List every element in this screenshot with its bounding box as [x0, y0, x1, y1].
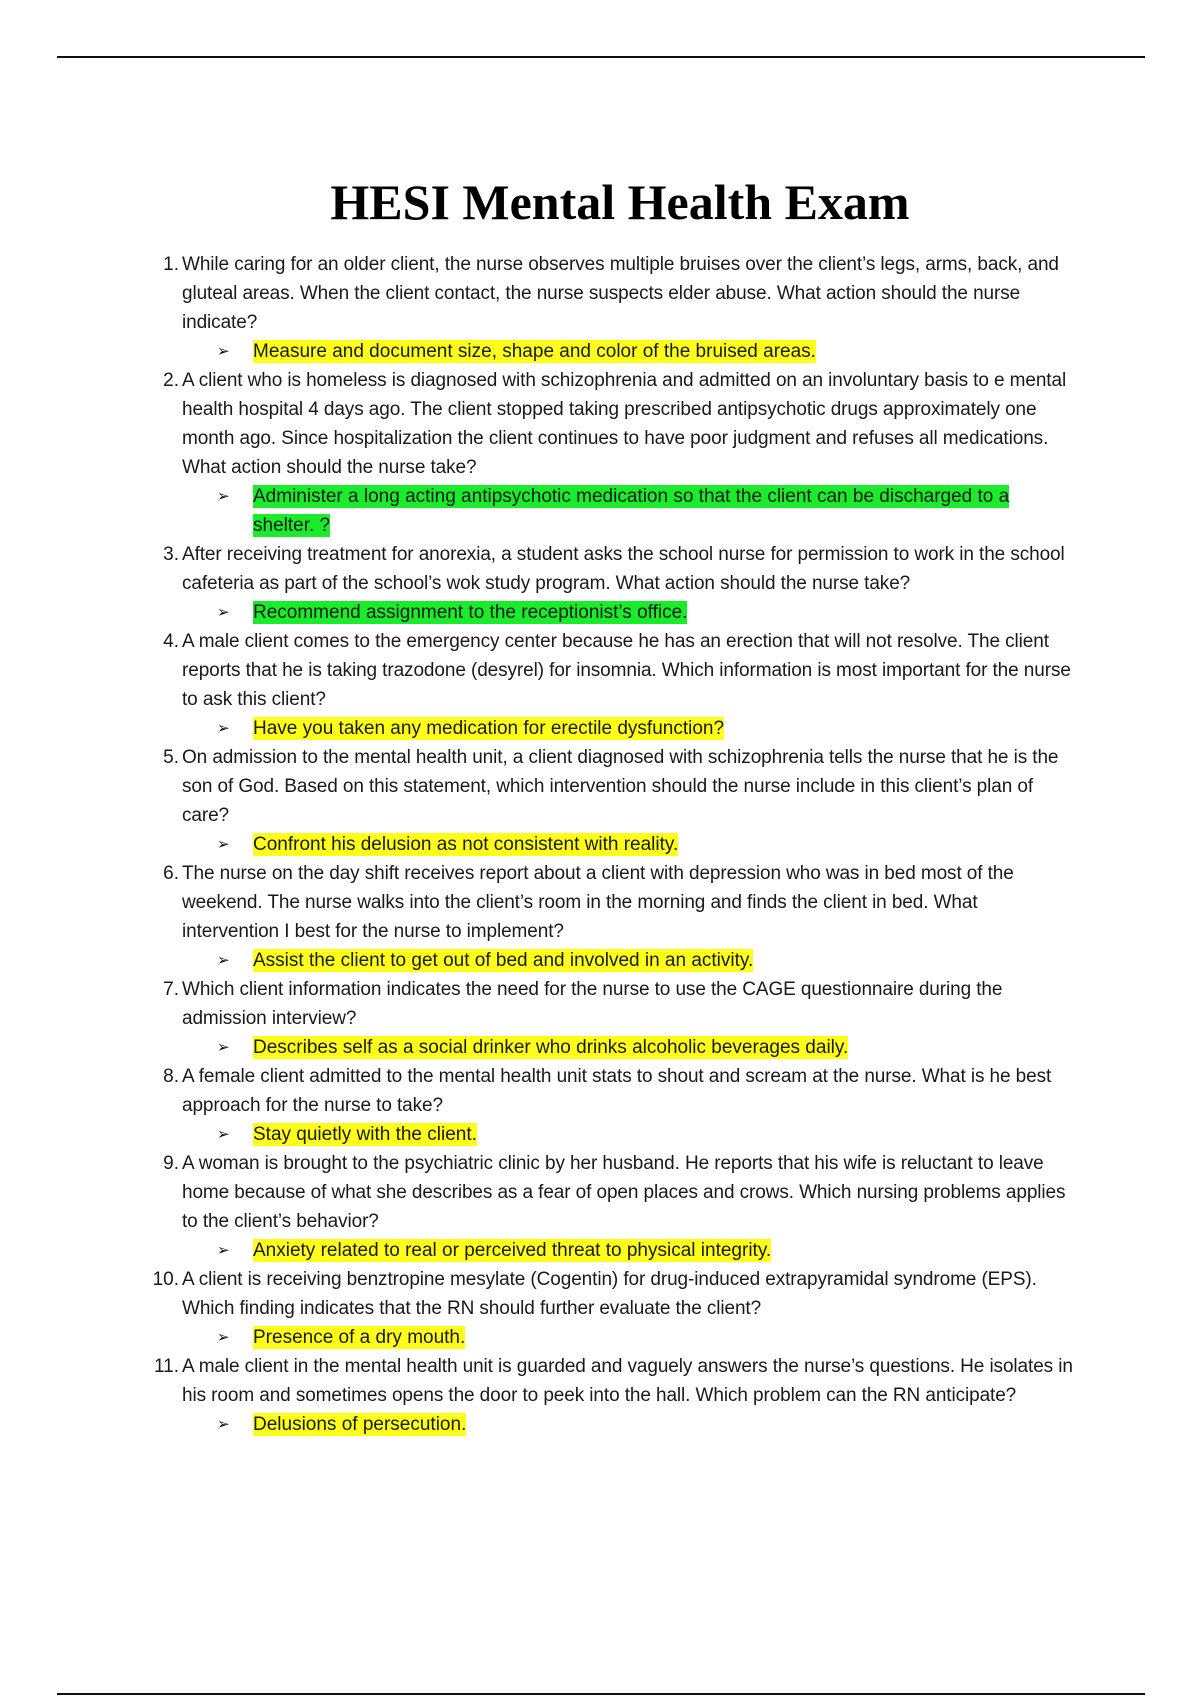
question-text: After receiving treatment for anorexia, a student asks the school nurse for permission to work in the school cafeteria as part of the school’s wok study program. What action should the nurse take?: [182, 544, 1065, 594]
answer-line: [217, 1236, 1075, 1265]
answer-line: [217, 1033, 1075, 1062]
question-number: 7.: [163, 979, 179, 1000]
highlighted-answer: Confront his delusion as not consistent with reality.: [253, 834, 679, 855]
arrow-bullet-icon: ➢: [217, 1039, 230, 1056]
question-number: 10.: [152, 1269, 179, 1290]
question-number: 2.: [163, 370, 179, 391]
highlighted-answer: Stay quietly with the client.: [253, 1124, 477, 1145]
question-text: A male client comes to the emergency center because he has an erection that will not resolve. The client reports that he is taking trazodone (desyrel) for insomnia. Which information is most important for the nurse to ask this client?: [182, 631, 1071, 710]
question-text: A client is receiving benztropine mesylate (Cogentin) for drug-induced extrapyramidal syndrome (EPS). Which finding indicates that the RN should further evaluate the client?: [182, 1269, 1037, 1319]
question-item: [145, 1352, 1075, 1439]
question-item: [145, 540, 1075, 627]
question-number: 6.: [163, 863, 179, 884]
answer-line: [217, 1410, 1075, 1439]
question-text: A male client in the mental health unit is guarded and vaguely answers the nurse’s questions. He isolates in his room and sometimes opens the door to peek into the hall. Which problem can the RN anticipate?: [182, 1356, 1073, 1406]
question-item: [145, 743, 1075, 859]
arrow-bullet-icon: ➢: [217, 1126, 230, 1143]
question-item: [145, 1265, 1075, 1352]
question-text: A female client admitted to the mental health unit stats to shout and scream at the nurse. What is he best approach for the nurse to take?: [182, 1066, 1052, 1116]
highlighted-answer: Assist the client to get out of bed and involved in an activity.: [253, 950, 754, 971]
arrow-bullet-icon: ➢: [217, 1329, 230, 1346]
highlighted-answer: Have you taken any medication for erectile dysfunction?: [253, 718, 725, 739]
highlighted-answer: Describes self as a social drinker who drinks alcoholic beverages daily.: [253, 1037, 849, 1058]
arrow-bullet-icon: ➢: [217, 836, 230, 853]
arrow-bullet-icon: ➢: [217, 720, 230, 737]
answer-line: [217, 482, 1075, 540]
question-text: A woman is brought to the psychiatric clinic by her husband. He reports that his wife is reluctant to leave home because of what she describes as a fear of open places and crows. Which nursing problems applies to the client’s behavior?: [182, 1153, 1066, 1232]
highlighted-answer: Presence of a dry mouth.: [253, 1327, 466, 1348]
arrow-bullet-icon: ➢: [217, 1416, 230, 1433]
question-number: 9.: [163, 1153, 179, 1174]
highlighted-answer: Measure and document size, shape and color of the bruised areas.: [253, 341, 816, 362]
answer-line: [217, 1120, 1075, 1149]
answer-line: [217, 946, 1075, 975]
highlighted-answer: Delusions of persecution.: [253, 1414, 467, 1435]
arrow-bullet-icon: ➢: [217, 952, 230, 969]
arrow-bullet-icon: ➢: [217, 604, 230, 621]
question-item: [145, 859, 1075, 975]
question-text: On admission to the mental health unit, a client diagnosed with schizophrenia tells the nurse that he is the son of God. Based on this statement, which intervention should the nurse include in this client’s plan of care?: [182, 747, 1059, 826]
answer-line: [217, 714, 1075, 743]
footer-rule: [57, 1693, 1145, 1695]
highlighted-answer: Administer a long acting antipsychotic medication so that the client can be discharged to a shelter. ?: [253, 486, 1010, 536]
question-item: [145, 1062, 1075, 1149]
answer-line: [217, 830, 1075, 859]
question-item: [145, 250, 1075, 366]
question-number: 3.: [163, 544, 179, 565]
arrow-bullet-icon: ➢: [217, 343, 230, 360]
page-title: HESI Mental Health Exam: [330, 174, 910, 230]
question-number: 11.: [153, 1356, 179, 1377]
question-number: 1.: [163, 254, 179, 275]
question-item: [145, 975, 1075, 1062]
highlighted-answer: Recommend assignment to the receptionist’s office.: [253, 602, 688, 623]
question-number: 5.: [163, 747, 179, 768]
question-text: A client who is homeless is diagnosed with schizophrenia and admitted on an involuntary basis to e mental health hospital 4 days ago. The client stopped taking prescribed antipsychotic drugs approximately one month ago. Since hospitalization the client continues to have poor judgment and refuses all medications. What action should the nurse take?: [182, 370, 1067, 478]
question-number: 8.: [163, 1066, 179, 1087]
question-item: [145, 1149, 1075, 1265]
arrow-bullet-icon: ➢: [217, 488, 230, 505]
question-text: While caring for an older client, the nurse observes multiple bruises over the client’s legs, arms, back, and gluteal areas. When the client contact, the nurse suspects elder abuse. What action should the nurse indicate?: [182, 254, 1059, 333]
arrow-bullet-icon: ➢: [217, 1242, 230, 1259]
question-text: Which client information indicates the need for the nurse to use the CAGE questionnaire during the admission interview?: [182, 979, 1003, 1029]
question-text: The nurse on the day shift receives report about a client with depression who was in bed most of the weekend. The nurse walks into the client’s room in the morning and finds the client in bed. What intervention I best for the nurse to implement?: [182, 863, 1014, 942]
question-number: 4.: [163, 631, 179, 652]
highlighted-answer: Anxiety related to real or perceived threat to physical integrity.: [253, 1240, 772, 1261]
question-item: [145, 366, 1075, 540]
answer-line: [217, 1323, 1075, 1352]
question-item: [145, 627, 1075, 743]
answer-line: [217, 598, 1075, 627]
header-rule: [57, 56, 1145, 58]
question-list: [145, 250, 1075, 1439]
answer-line: [217, 337, 1075, 366]
